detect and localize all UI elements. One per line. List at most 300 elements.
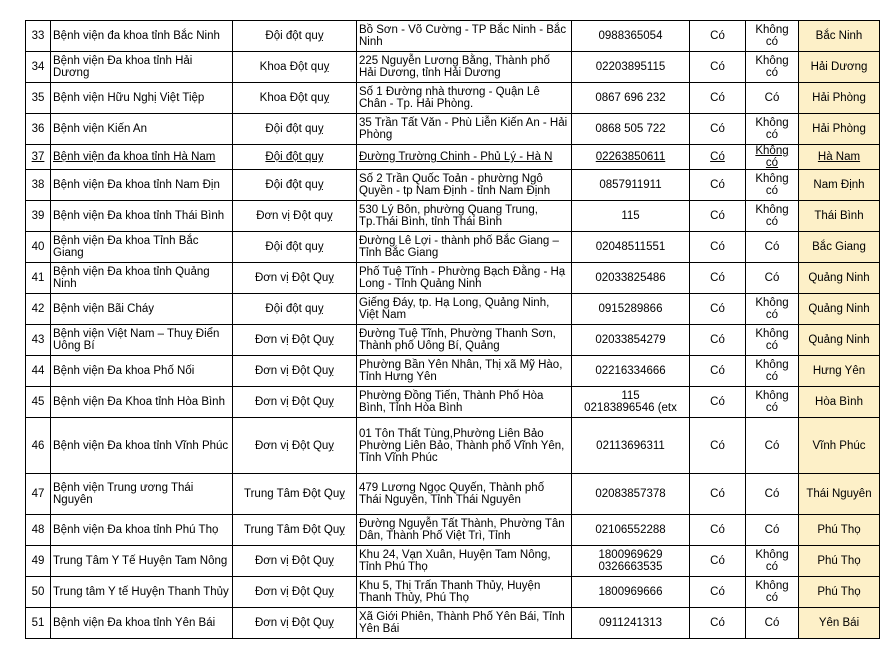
phone-text: 02083857378 [595, 488, 666, 500]
phone-text: 02033854279 [595, 334, 666, 346]
row-number-text: 39 [31, 210, 45, 222]
province-text: Quảng Ninh [808, 272, 870, 284]
phone-text: 02048511551 [595, 241, 666, 253]
stroke-unit [233, 418, 357, 474]
stroke-unit [233, 21, 357, 52]
stroke-unit-text: Trung Tâm Đột Quỵ [244, 524, 345, 536]
col-b-value-text: Có [764, 439, 780, 452]
col-b-value [746, 515, 799, 546]
phone-secondary-text: 0326663535 [598, 561, 663, 573]
address [357, 546, 572, 577]
hospital-name [51, 83, 233, 114]
table-row [26, 145, 880, 170]
col-a-value [690, 325, 746, 356]
table-row [26, 52, 880, 83]
row-number-text: 48 [31, 524, 45, 536]
province [799, 294, 880, 325]
col-b-value-text: Không có [755, 390, 789, 414]
province-text: Vĩnh Phúc [812, 439, 866, 452]
row-number [26, 21, 51, 52]
province [799, 356, 880, 387]
hospital-name-text: Bệnh viện Đa khoa tỉnh Quảng Ninh [53, 266, 210, 290]
stroke-unit-text: Đội đột quỵ [265, 30, 324, 42]
row-number [26, 577, 51, 608]
phone [572, 515, 690, 546]
col-a-value [690, 294, 746, 325]
phone [572, 356, 690, 387]
col-a-value [690, 474, 746, 515]
table-row [26, 170, 880, 201]
province-text: Thái Nguyên [806, 488, 872, 500]
hospital-name-text: Bệnh viện Kiến An [53, 123, 147, 135]
hospital-name-text: Bệnh viện đa khoa tỉnh Hà Nam [53, 151, 216, 163]
hospital-name-text: Bệnh viện Đa khoa tỉnh Phú Thọ [53, 524, 219, 536]
province-text: Hải Phòng [812, 123, 866, 135]
phone-text: 02263850611 [595, 151, 666, 163]
province-text: Bắc Giang [812, 241, 866, 253]
table-row [26, 263, 880, 294]
col-a-value [690, 356, 746, 387]
col-a-value-text: Có [710, 179, 725, 191]
address [357, 114, 572, 145]
col-a-value-text: Có [710, 524, 725, 536]
hospital-name-text: Bệnh viện Đa khoa Tỉnh Bắc Giang [53, 235, 199, 259]
table-row [26, 325, 880, 356]
col-a-value-text: Có [710, 365, 725, 377]
hospital-name [51, 356, 233, 387]
phone [572, 546, 690, 577]
table-row [26, 474, 880, 515]
province-text: Quảng Ninh [808, 334, 870, 346]
row-number [26, 356, 51, 387]
row-number-text: 44 [31, 365, 45, 377]
stroke-unit-text: Đơn vị Đột Quỵ [254, 439, 335, 452]
stroke-unit [233, 325, 357, 356]
col-b-value-text: Có [764, 272, 780, 284]
phone-text: 0911241313 [598, 617, 663, 629]
col-a-value [690, 577, 746, 608]
col-b-value [746, 52, 799, 83]
col-b-value-text: Có [764, 488, 780, 500]
phone-text: 1800969666 [598, 586, 663, 598]
table-row [26, 515, 880, 546]
row-number-text: 50 [31, 586, 45, 598]
col-b-value [746, 294, 799, 325]
row-number [26, 294, 51, 325]
row-number [26, 232, 51, 263]
row-number-text: 35 [31, 92, 45, 104]
col-b-value [746, 356, 799, 387]
hospital-name-text: Trung tâm Y tế Huyện Thanh Thủy [53, 586, 229, 598]
col-b-value-text: Không có [755, 297, 789, 321]
hospital-name [51, 232, 233, 263]
address-text: 35 Trần Tất Văn - Phù Liễn Kiến An - Hải Phòng [359, 117, 568, 141]
address-text: Số 1 Đường nhà thương - Quận Lê Chân - Tp. Hải Phòng. [359, 86, 540, 110]
phone-text: 0988365054 [598, 30, 663, 42]
hospital-name [51, 608, 233, 639]
hospital-name [51, 52, 233, 83]
col-b-value [746, 325, 799, 356]
row-number-text: 49 [31, 555, 45, 567]
col-b-value [746, 201, 799, 232]
table-row [26, 608, 880, 639]
col-a-value [690, 21, 746, 52]
stroke-unit-text: Đơn vị Đột Quỵ [254, 586, 335, 598]
hospital-name-text: Bệnh viện Bãi Cháy [53, 303, 155, 315]
phone [572, 145, 690, 170]
hospital-name [51, 515, 233, 546]
col-b-value [746, 170, 799, 201]
stroke-unit [233, 474, 357, 515]
col-b-value-text: Không có [755, 328, 789, 352]
phone [572, 325, 690, 356]
province-text: Bắc Ninh [815, 30, 863, 42]
address [357, 387, 572, 418]
table-row [26, 577, 880, 608]
phone [572, 21, 690, 52]
address-text: Phường Bần Yên Nhân, Thị xã Mỹ Hào, Tỉnh Hưng Yên [359, 359, 563, 383]
row-number [26, 418, 51, 474]
col-b-value [746, 418, 799, 474]
stroke-unit [233, 577, 357, 608]
stroke-unit [233, 294, 357, 325]
col-b-value-text: Không có [755, 549, 789, 573]
address-text: Khu 5, Thị Trấn Thanh Thủy, Huyện Thanh Thủy, Phú Thọ [359, 580, 541, 604]
col-a-value-text: Có [710, 30, 725, 42]
col-a-value [690, 114, 746, 145]
province [799, 546, 880, 577]
hospital-name-text: Bệnh viện Việt Nam – Thuỵ Điển Uông Bí [53, 328, 220, 352]
address [357, 294, 572, 325]
stroke-unit-text: Khoa Đột quỵ [259, 92, 330, 104]
col-a-value [690, 546, 746, 577]
phone [572, 387, 690, 418]
province-text: Thái Bình [814, 210, 864, 222]
table-row [26, 356, 880, 387]
col-a-value [690, 263, 746, 294]
hospital-name [51, 263, 233, 294]
hospital-name [51, 170, 233, 201]
stroke-unit-text: Đơn vị Đột Quỵ [254, 617, 335, 629]
phone [572, 114, 690, 145]
row-number [26, 474, 51, 515]
stroke-unit-text: Đơn vị Đột Quỵ [254, 555, 335, 567]
phone [572, 83, 690, 114]
hospital-name [51, 294, 233, 325]
phone-text: 0868 505 722 [595, 123, 666, 135]
province [799, 263, 880, 294]
row-number [26, 52, 51, 83]
row-number-text: 37 [31, 151, 45, 163]
phone-text: 02203895115 [595, 61, 666, 73]
stroke-unit [233, 546, 357, 577]
table-body [26, 21, 880, 639]
col-b-value-text: Có [764, 92, 780, 104]
row-number-text: 43 [31, 334, 45, 346]
province [799, 577, 880, 608]
hospital-name [51, 325, 233, 356]
phone-text: 0857911911 [599, 179, 662, 191]
address [357, 356, 572, 387]
stroke-unit [233, 263, 357, 294]
col-b-value [746, 474, 799, 515]
col-b-value-text: Có [764, 524, 780, 536]
row-number [26, 83, 51, 114]
col-a-value-text: Có [710, 210, 725, 222]
col-a-value [690, 515, 746, 546]
stroke-unit [233, 608, 357, 639]
stroke-unit [233, 170, 357, 201]
stroke-unit-text: Đội đột quỵ [265, 123, 324, 135]
province [799, 387, 880, 418]
phone [572, 474, 690, 515]
hospital-name-text: Bệnh viện Đa khoa tỉnh Nam Địn [53, 179, 220, 191]
col-b-value [746, 114, 799, 145]
row-number [26, 515, 51, 546]
province [799, 232, 880, 263]
address-text: Đường Lê Lợi - thành phố Bắc Giang – Tỉnh Bắc Giang [359, 235, 559, 259]
row-number [26, 201, 51, 232]
col-a-value-text: Có [710, 151, 725, 163]
address-text: Đường Nguyễn Tất Thành, Phường Tân Dân, Thành Phố Việt Trì, Tỉnh [359, 518, 565, 542]
stroke-unit-text: Đơn vị Đột Quỵ [254, 396, 335, 408]
address-text: 01 Tôn Thất Tùng,Phường Liên Bảo Phường Liên Bảo, Thành phố Vĩnh Yên, Tỉnh Vĩnh Phúc [359, 427, 565, 464]
hospital-name-text: Bệnh viện Đa khoa tỉnh Hải Dương [53, 55, 193, 79]
province-text: Quảng Ninh [808, 303, 870, 315]
col-a-value [690, 418, 746, 474]
hospital-name [51, 577, 233, 608]
table-row [26, 418, 880, 474]
stroke-unit-text: Đơn vị Đột Quỵ [254, 272, 335, 284]
province [799, 201, 880, 232]
col-a-value-text: Có [710, 303, 725, 315]
address-text: Bồ Sơn - Võ Cường - TP Bắc Ninh - Bắc Ninh [359, 24, 567, 48]
stroke-unit-text: Đội đột quỵ [265, 303, 324, 315]
stroke-unit-text: Đội đột quỵ [265, 179, 324, 191]
col-b-value-text: Không có [755, 117, 789, 141]
col-a-value-text: Có [710, 92, 725, 104]
phone-secondary-text: 02183896546 (etx [584, 402, 677, 414]
col-b-value-text: Không có [755, 55, 789, 79]
stroke-unit-text: Đơn vị Đột Quỵ [254, 334, 335, 346]
province [799, 21, 880, 52]
row-number-text: 41 [31, 272, 45, 284]
table-row [26, 83, 880, 114]
row-number [26, 114, 51, 145]
address [357, 145, 572, 170]
stroke-unit-text: Đội đột quỵ [265, 241, 324, 253]
hospital-name [51, 418, 233, 474]
province [799, 325, 880, 356]
col-b-value-text: Có [764, 241, 780, 253]
col-a-value-text: Có [710, 488, 725, 500]
province-text: Hà Nam [817, 151, 861, 163]
address [357, 170, 572, 201]
phone [572, 232, 690, 263]
address [357, 83, 572, 114]
province-text: Hưng Yên [812, 365, 866, 377]
col-b-value [746, 145, 799, 170]
col-b-value-text: Không có [755, 24, 789, 48]
phone [572, 170, 690, 201]
col-a-value-text: Có [710, 61, 725, 73]
province [799, 608, 880, 639]
col-b-value [746, 546, 799, 577]
stroke-unit [233, 145, 357, 170]
province-text: Phú Thọ [817, 586, 861, 598]
row-number-text: 46 [31, 439, 45, 452]
phone-text: 02106552288 [595, 524, 666, 536]
hospital-table [25, 20, 880, 639]
phone-text: 02113696311 [596, 439, 665, 452]
col-a-value-text: Có [710, 617, 725, 629]
col-b-value [746, 263, 799, 294]
col-a-value-text: Có [710, 396, 725, 408]
hospital-name [51, 114, 233, 145]
address [357, 232, 572, 263]
hospital-name-text: Bệnh viện đa khoa tỉnh Bắc Ninh [53, 30, 220, 42]
province [799, 418, 880, 474]
col-a-value [690, 201, 746, 232]
stroke-unit [233, 232, 357, 263]
hospital-name-text: Bệnh viện Trung ương Thái Nguyên [53, 482, 194, 506]
province [799, 474, 880, 515]
row-number [26, 387, 51, 418]
phone [572, 577, 690, 608]
hospital-name-text: Bệnh viện Đa khoa Phố Nối [53, 365, 195, 377]
province [799, 145, 880, 170]
province [799, 83, 880, 114]
col-a-value-text: Có [710, 123, 725, 135]
address-text: Đường Trường Chinh - Phủ Lý - Hà N [359, 151, 553, 163]
col-b-value-text: Không có [755, 359, 789, 383]
address-text: Số 2 Trần Quốc Toản - phường Ngô Quyền - tp Nam Định - tỉnh Nam Định [359, 173, 551, 197]
table-row [26, 546, 880, 577]
hospital-name-text: Trung Tâm Y Tế Huyện Tam Nông [53, 555, 228, 567]
row-number-text: 34 [31, 61, 45, 73]
table-row [26, 201, 880, 232]
address [357, 21, 572, 52]
province-text: Phú Thọ [817, 555, 861, 567]
address-text: Đường Tuệ Tĩnh, Phường Thanh Sơn, Thành phố Uông Bí, Quảng [359, 328, 556, 352]
table-row [26, 114, 880, 145]
col-a-value [690, 608, 746, 639]
col-b-value-text: Không có [755, 580, 789, 604]
col-a-value-text: Có [710, 334, 725, 346]
col-b-value [746, 83, 799, 114]
phone [572, 201, 690, 232]
province-text: Hải Dương [810, 61, 868, 73]
row-number [26, 145, 51, 170]
hospital-name-text: Bệnh viện Hữu Nghị Việt Tiệp [53, 92, 205, 104]
col-b-value [746, 21, 799, 52]
col-b-value-text: Không có [755, 145, 789, 169]
col-b-value [746, 232, 799, 263]
col-b-value-text: Không có [755, 204, 789, 228]
row-number [26, 546, 51, 577]
hospital-name-text: Bệnh viện Đa khoa tỉnh Vĩnh Phúc [53, 439, 229, 452]
stroke-unit-text: Đội đột quỵ [265, 151, 324, 163]
stroke-unit [233, 356, 357, 387]
phone-text: 115 [621, 210, 640, 222]
stroke-unit [233, 52, 357, 83]
province-text: Hòa Bình [815, 396, 863, 408]
col-a-value-text: Có [710, 241, 725, 253]
row-number-text: 38 [31, 179, 45, 191]
hospital-name [51, 546, 233, 577]
stroke-unit-text: Đơn vị Đột Quỵ [254, 365, 335, 377]
row-number-text: 36 [31, 123, 45, 135]
hospital-name [51, 474, 233, 515]
address-text: Xã Giới Phiên, Thành Phố Yên Bái, Tỉnh Yên Bái [359, 611, 565, 635]
stroke-unit [233, 387, 357, 418]
hospital-name [51, 201, 233, 232]
col-a-value-text: Có [710, 586, 725, 598]
col-a-value [690, 145, 746, 170]
province-text: Nam Định [813, 179, 865, 191]
address [357, 201, 572, 232]
phone-text: 1800969629 [598, 549, 663, 561]
row-number-text: 51 [31, 617, 45, 629]
phone-text: 02216334666 [595, 365, 666, 377]
phone [572, 52, 690, 83]
table-row [26, 387, 880, 418]
address-text: Giếng Đáy, tp. Hạ Long, Quảng Ninh, Việt Nam [359, 297, 550, 321]
phone [572, 263, 690, 294]
address-text: Phường Đồng Tiến, Thành Phố Hòa Bình, Tỉnh Hòa Bình [359, 390, 544, 414]
col-b-value-text: Không có [755, 173, 789, 197]
address [357, 608, 572, 639]
col-b-value [746, 387, 799, 418]
address-text: Phố Tuệ Tĩnh - Phường Bạch Đằng - Hạ Long - Tỉnh Quảng Ninh [359, 266, 566, 290]
phone [572, 608, 690, 639]
row-number [26, 325, 51, 356]
col-a-value [690, 170, 746, 201]
col-a-value-text: Có [710, 272, 725, 284]
province-text: Yên Bái [818, 617, 860, 629]
stroke-unit-text: Trung Tâm Đột Quỵ [244, 488, 345, 500]
col-a-value [690, 387, 746, 418]
table-row [26, 294, 880, 325]
hospital-name-text: Bệnh viện Đa Khoa tỉnh Hòa Bình [53, 396, 225, 408]
row-number-text: 47 [31, 488, 45, 500]
province [799, 52, 880, 83]
stroke-unit-text: Đơn vị Đột quỵ [256, 210, 333, 222]
stroke-unit [233, 114, 357, 145]
province [799, 515, 880, 546]
col-b-value [746, 608, 799, 639]
row-number-text: 33 [31, 30, 45, 42]
col-b-value-text: Có [764, 617, 780, 629]
province [799, 114, 880, 145]
phone [572, 418, 690, 474]
phone-text: 115 [621, 390, 640, 402]
hospital-name [51, 21, 233, 52]
address [357, 515, 572, 546]
province-text: Phú Thọ [817, 524, 861, 536]
phone-text: 02033825486 [595, 272, 666, 284]
address-text: 530 Lý Bôn, phường Quang Trung, Tp.Thái Bình, tỉnh Thái Bình [359, 204, 538, 228]
hospital-name [51, 145, 233, 170]
stroke-unit [233, 201, 357, 232]
row-number [26, 263, 51, 294]
stroke-unit-text: Khoa Đột quỵ [259, 61, 330, 73]
col-a-value [690, 83, 746, 114]
address-text: Khu 24, Vạn Xuân, Huyện Tam Nông, Tỉnh Phú Thọ [359, 549, 551, 573]
col-a-value-text: Có [710, 439, 725, 452]
col-a-value-text: Có [710, 555, 725, 567]
hospital-name [51, 387, 233, 418]
